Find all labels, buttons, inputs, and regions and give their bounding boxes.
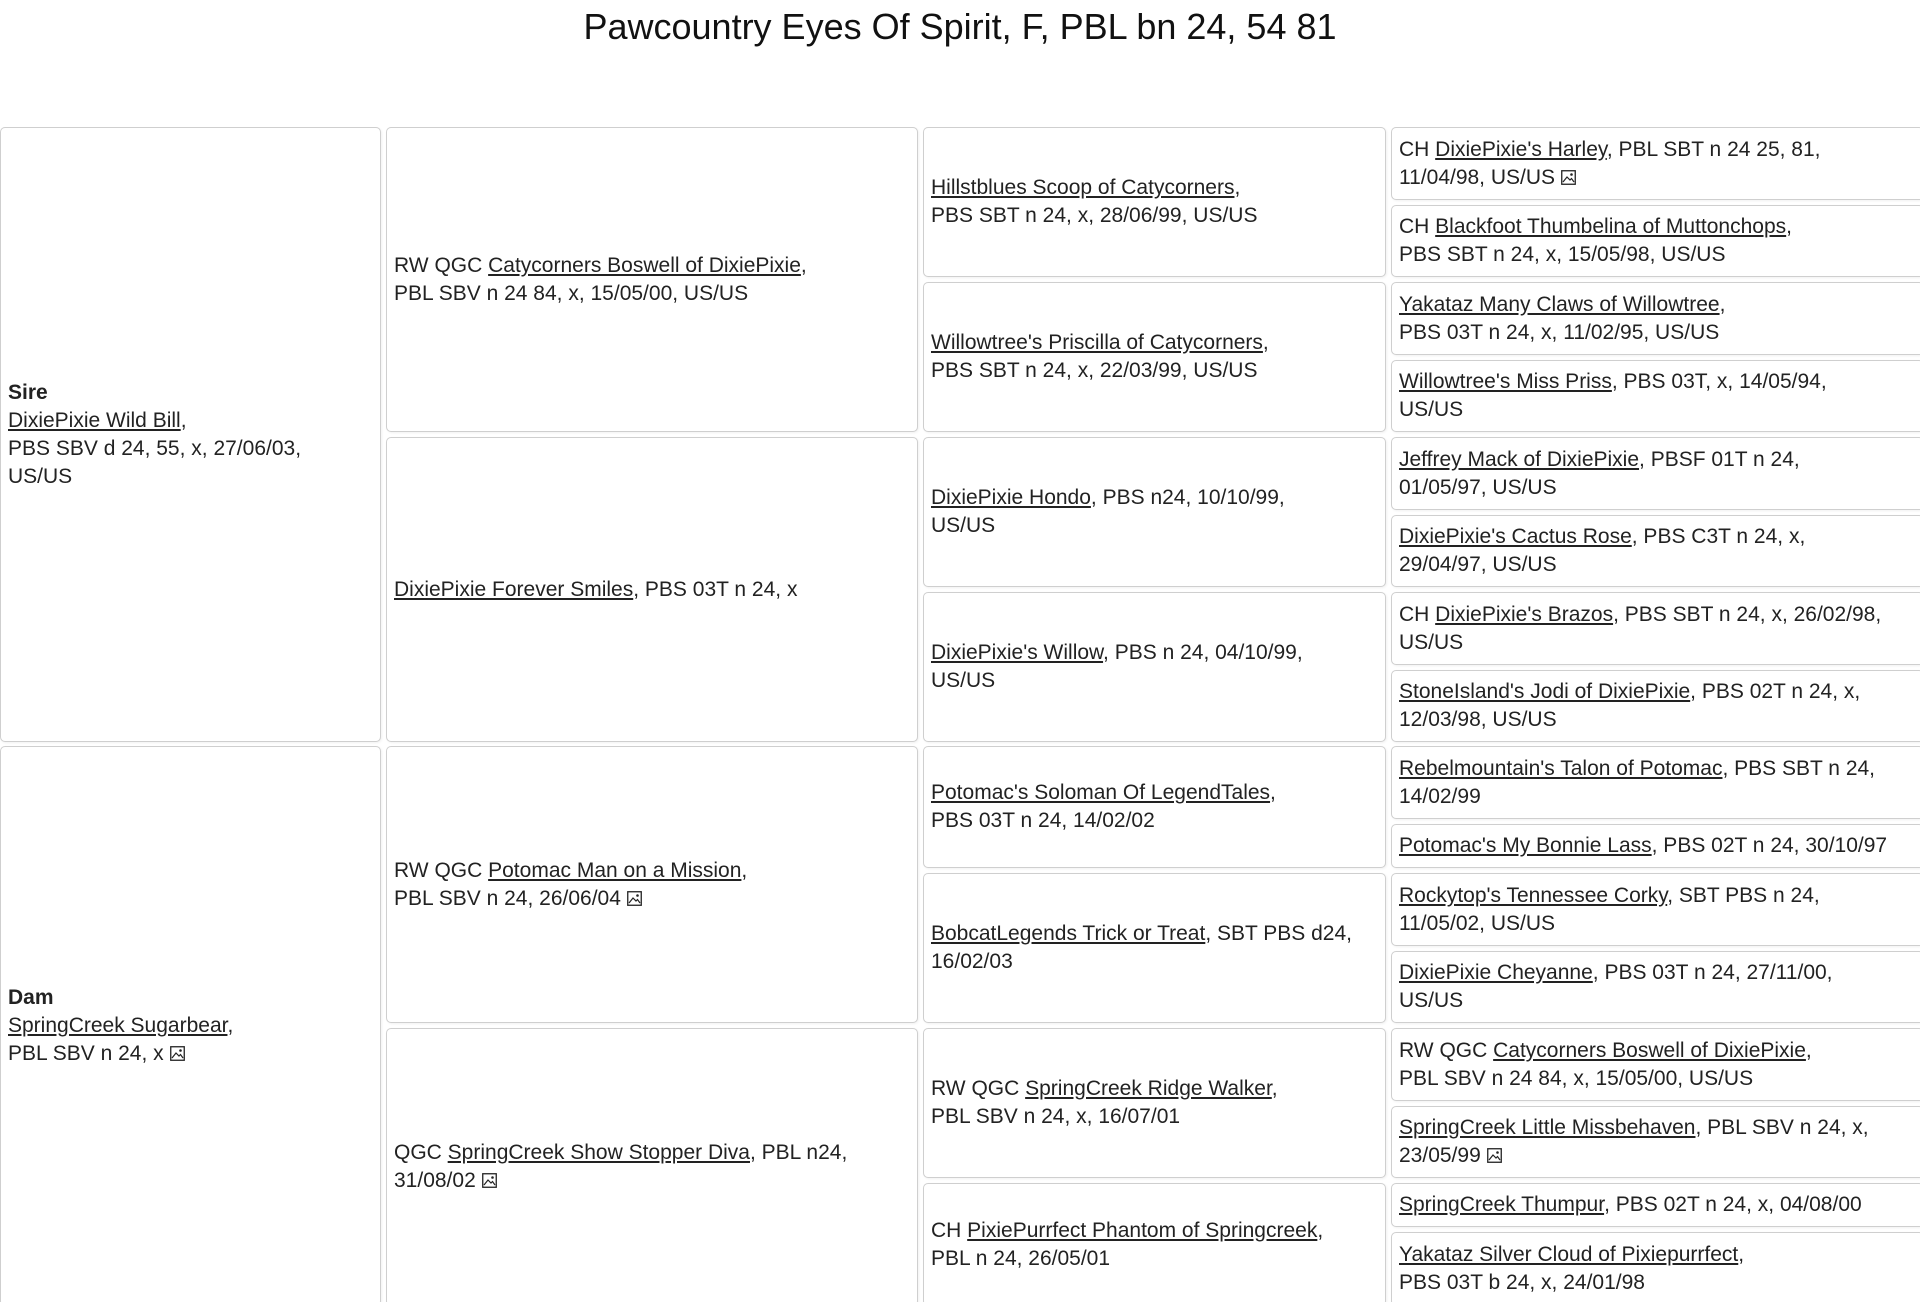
- image-icon[interactable]: [482, 1173, 497, 1188]
- cat-link[interactable]: SpringCreek Show Stopper Diva: [447, 1141, 750, 1164]
- cat-link[interactable]: DixiePixie's Harley: [1435, 137, 1607, 161]
- pedigree-cell: StoneIsland's Jodi of DixiePixie, PBS 02T n 24, x, 12/03/98, US/US: [1391, 670, 1920, 742]
- pedigree-cell: Yakataz Many Claws of Willowtree, PBS 03T n 24, x, 11/02/95, US/US: [1391, 282, 1920, 355]
- dam-link[interactable]: SpringCreek Sugarbear: [8, 1014, 228, 1037]
- dam-details: , PBL SBV n 24, x: [8, 1014, 234, 1065]
- sire-label: Sire: [8, 380, 48, 404]
- image-icon[interactable]: [1487, 1148, 1502, 1163]
- pedigree-cell: DixiePixie Forever Smiles, PBS 03T n 24, x: [386, 437, 918, 742]
- sire-cell: [0, 127, 381, 742]
- page-title: Pawcountry Eyes Of Spirit, F, PBL bn 24, 54 81: [583, 6, 1337, 47]
- cat-link[interactable]: BobcatLegends Trick or Treat: [931, 922, 1206, 945]
- pedigree-cell: DixiePixie Hondo, PBS n24, 10/10/99, US/US: [923, 437, 1386, 587]
- image-icon[interactable]: [170, 1046, 185, 1061]
- cat-link[interactable]: Willowtree's Priscilla of Catycorners: [931, 331, 1263, 354]
- pedigree-cell: BobcatLegends Trick or Treat, SBT PBS d24, 16/02/03: [923, 873, 1386, 1023]
- pedigree-cell: SpringCreek Little Missbehaven, PBL SBV n 24, x, 23/05/99: [1391, 1106, 1920, 1178]
- cat-link[interactable]: DixiePixie Forever Smiles: [394, 577, 634, 601]
- pedigree-cell: RW QGC Catycorners Boswell of DixiePixie, PBL SBV n 24 84, x, 15/05/00, US/US: [1391, 1028, 1920, 1101]
- pedigree-cell: SpringCreek Thumpur, PBS 02T n 24, x, 04/08/00: [1391, 1183, 1920, 1227]
- pedigree-cell: RW QGC SpringCreek Ridge Walker, PBL SBV n 24, x, 16/07/01: [923, 1028, 1386, 1178]
- pedigree-cell: Yakataz Silver Cloud of Pixiepurrfect, PBS 03T b 24, x, 24/01/98: [1391, 1232, 1920, 1302]
- cat-link[interactable]: Rebelmountain's Talon of Potomac: [1399, 756, 1723, 780]
- pedigree-cell: Willowtree's Priscilla of Catycorners, PBS SBT n 24, x, 22/03/99, US/US: [923, 282, 1386, 432]
- cat-link[interactable]: SpringCreek Ridge Walker: [1025, 1077, 1272, 1100]
- cat-link[interactable]: Yakataz Many Claws of Willowtree: [1399, 292, 1720, 316]
- pedigree-cell: Potomac's My Bonnie Lass, PBS 02T n 24, 30/10/97: [1391, 824, 1920, 868]
- pedigree-cell: Jeffrey Mack of DixiePixie, PBSF 01T n 24, 01/05/97, US/US: [1391, 437, 1920, 510]
- pedigree-cell: DixiePixie's Cactus Rose, PBS C3T n 24, x, 29/04/97, US/US: [1391, 515, 1920, 587]
- cat-link[interactable]: Rockytop's Tennessee Corky: [1399, 883, 1668, 907]
- pedigree-cell: CH DixiePixie's Brazos, PBS SBT n 24, x, 26/02/98, US/US: [1391, 592, 1920, 665]
- pedigree-cell: DixiePixie Cheyanne, PBS 03T n 24, 27/11/00, US/US: [1391, 951, 1920, 1023]
- pedigree-cell: Hillstblues Scoop of Catycorners, PBS SBT n 24, x, 28/06/99, US/US: [923, 127, 1386, 277]
- cat-link[interactable]: DixiePixie Hondo: [931, 486, 1091, 509]
- dam-label: Dam: [8, 986, 54, 1009]
- pedigree-cell: Potomac's Soloman Of LegendTales, PBS 03T n 24, 14/02/02: [923, 746, 1386, 868]
- cat-link[interactable]: DixiePixie's Cactus Rose: [1399, 525, 1632, 548]
- pedigree-cell: RW QGC Potomac Man on a Mission, PBL SBV n 24, 26/06/04: [386, 746, 918, 1023]
- image-icon[interactable]: [627, 891, 642, 906]
- pedigree-cell: QGC SpringCreek Show Stopper Diva, PBL n24, 31/08/02: [386, 1028, 918, 1302]
- pedigree-cell: Willowtree's Miss Priss, PBS 03T, x, 14/05/94, US/US: [1391, 360, 1920, 432]
- cat-link[interactable]: Blackfoot Thumbelina of Muttonchops: [1435, 215, 1787, 238]
- cat-link[interactable]: PixiePurrfect Phantom of Springcreek: [967, 1218, 1318, 1242]
- pedigree-cell: CH DixiePixie's Harley, PBL SBT n 24 25, 81, 11/04/98, US/US: [1391, 127, 1920, 200]
- cat-link[interactable]: DixiePixie's Brazos: [1435, 602, 1614, 626]
- pedigree-cell: RW QGC Catycorners Boswell of DixiePixie, PBL SBV n 24 84, x, 15/05/00, US/US: [386, 127, 918, 432]
- cat-link[interactable]: StoneIsland's Jodi of DixiePixie: [1399, 680, 1691, 703]
- sire-details: , PBS SBV d 24, 55, x, 27/06/03, US/US: [8, 408, 302, 488]
- pedigree-cell: CH Blackfoot Thumbelina of Muttonchops, PBS SBT n 24, x, 15/05/98, US/US: [1391, 205, 1920, 277]
- sire-link[interactable]: DixiePixie Wild Bill: [8, 408, 181, 432]
- cat-link[interactable]: Potomac Man on a Mission: [488, 858, 742, 882]
- cat-link[interactable]: Yakataz Silver Cloud of Pixiepurrfect: [1399, 1243, 1739, 1266]
- cat-link[interactable]: DixiePixie's Willow: [931, 641, 1104, 664]
- image-icon[interactable]: [1561, 170, 1576, 185]
- cat-link[interactable]: Hillstblues Scoop of Catycorners: [931, 176, 1235, 199]
- cat-link[interactable]: SpringCreek Thumpur: [1399, 1193, 1605, 1216]
- pedigree-table: [0, 127, 1920, 1302]
- cat-link[interactable]: Potomac's My Bonnie Lass: [1399, 834, 1652, 857]
- pedigree-cell: CH PixiePurrfect Phantom of Springcreek, PBL n 24, 26/05/01: [923, 1183, 1386, 1302]
- cat-link[interactable]: Willowtree's Miss Priss: [1399, 370, 1612, 393]
- cat-link[interactable]: Catycorners Boswell of DixiePixie: [488, 253, 801, 277]
- dam-cell: [0, 746, 381, 1302]
- cat-link[interactable]: DixiePixie Cheyanne: [1399, 961, 1593, 984]
- cat-link[interactable]: Catycorners Boswell of DixiePixie: [1493, 1038, 1806, 1062]
- pedigree-cell: Rebelmountain's Talon of Potomac, PBS SBT n 24, 14/02/99: [1391, 746, 1920, 819]
- cat-link[interactable]: Jeffrey Mack of DixiePixie: [1399, 447, 1640, 471]
- cat-link[interactable]: SpringCreek Little Missbehaven: [1399, 1116, 1696, 1139]
- pedigree-cell: DixiePixie's Willow, PBS n 24, 04/10/99, US/US: [923, 592, 1386, 742]
- pedigree-cell: Rockytop's Tennessee Corky, SBT PBS n 24, 11/05/02, US/US: [1391, 873, 1920, 946]
- cat-link[interactable]: Potomac's Soloman Of LegendTales: [931, 781, 1271, 804]
